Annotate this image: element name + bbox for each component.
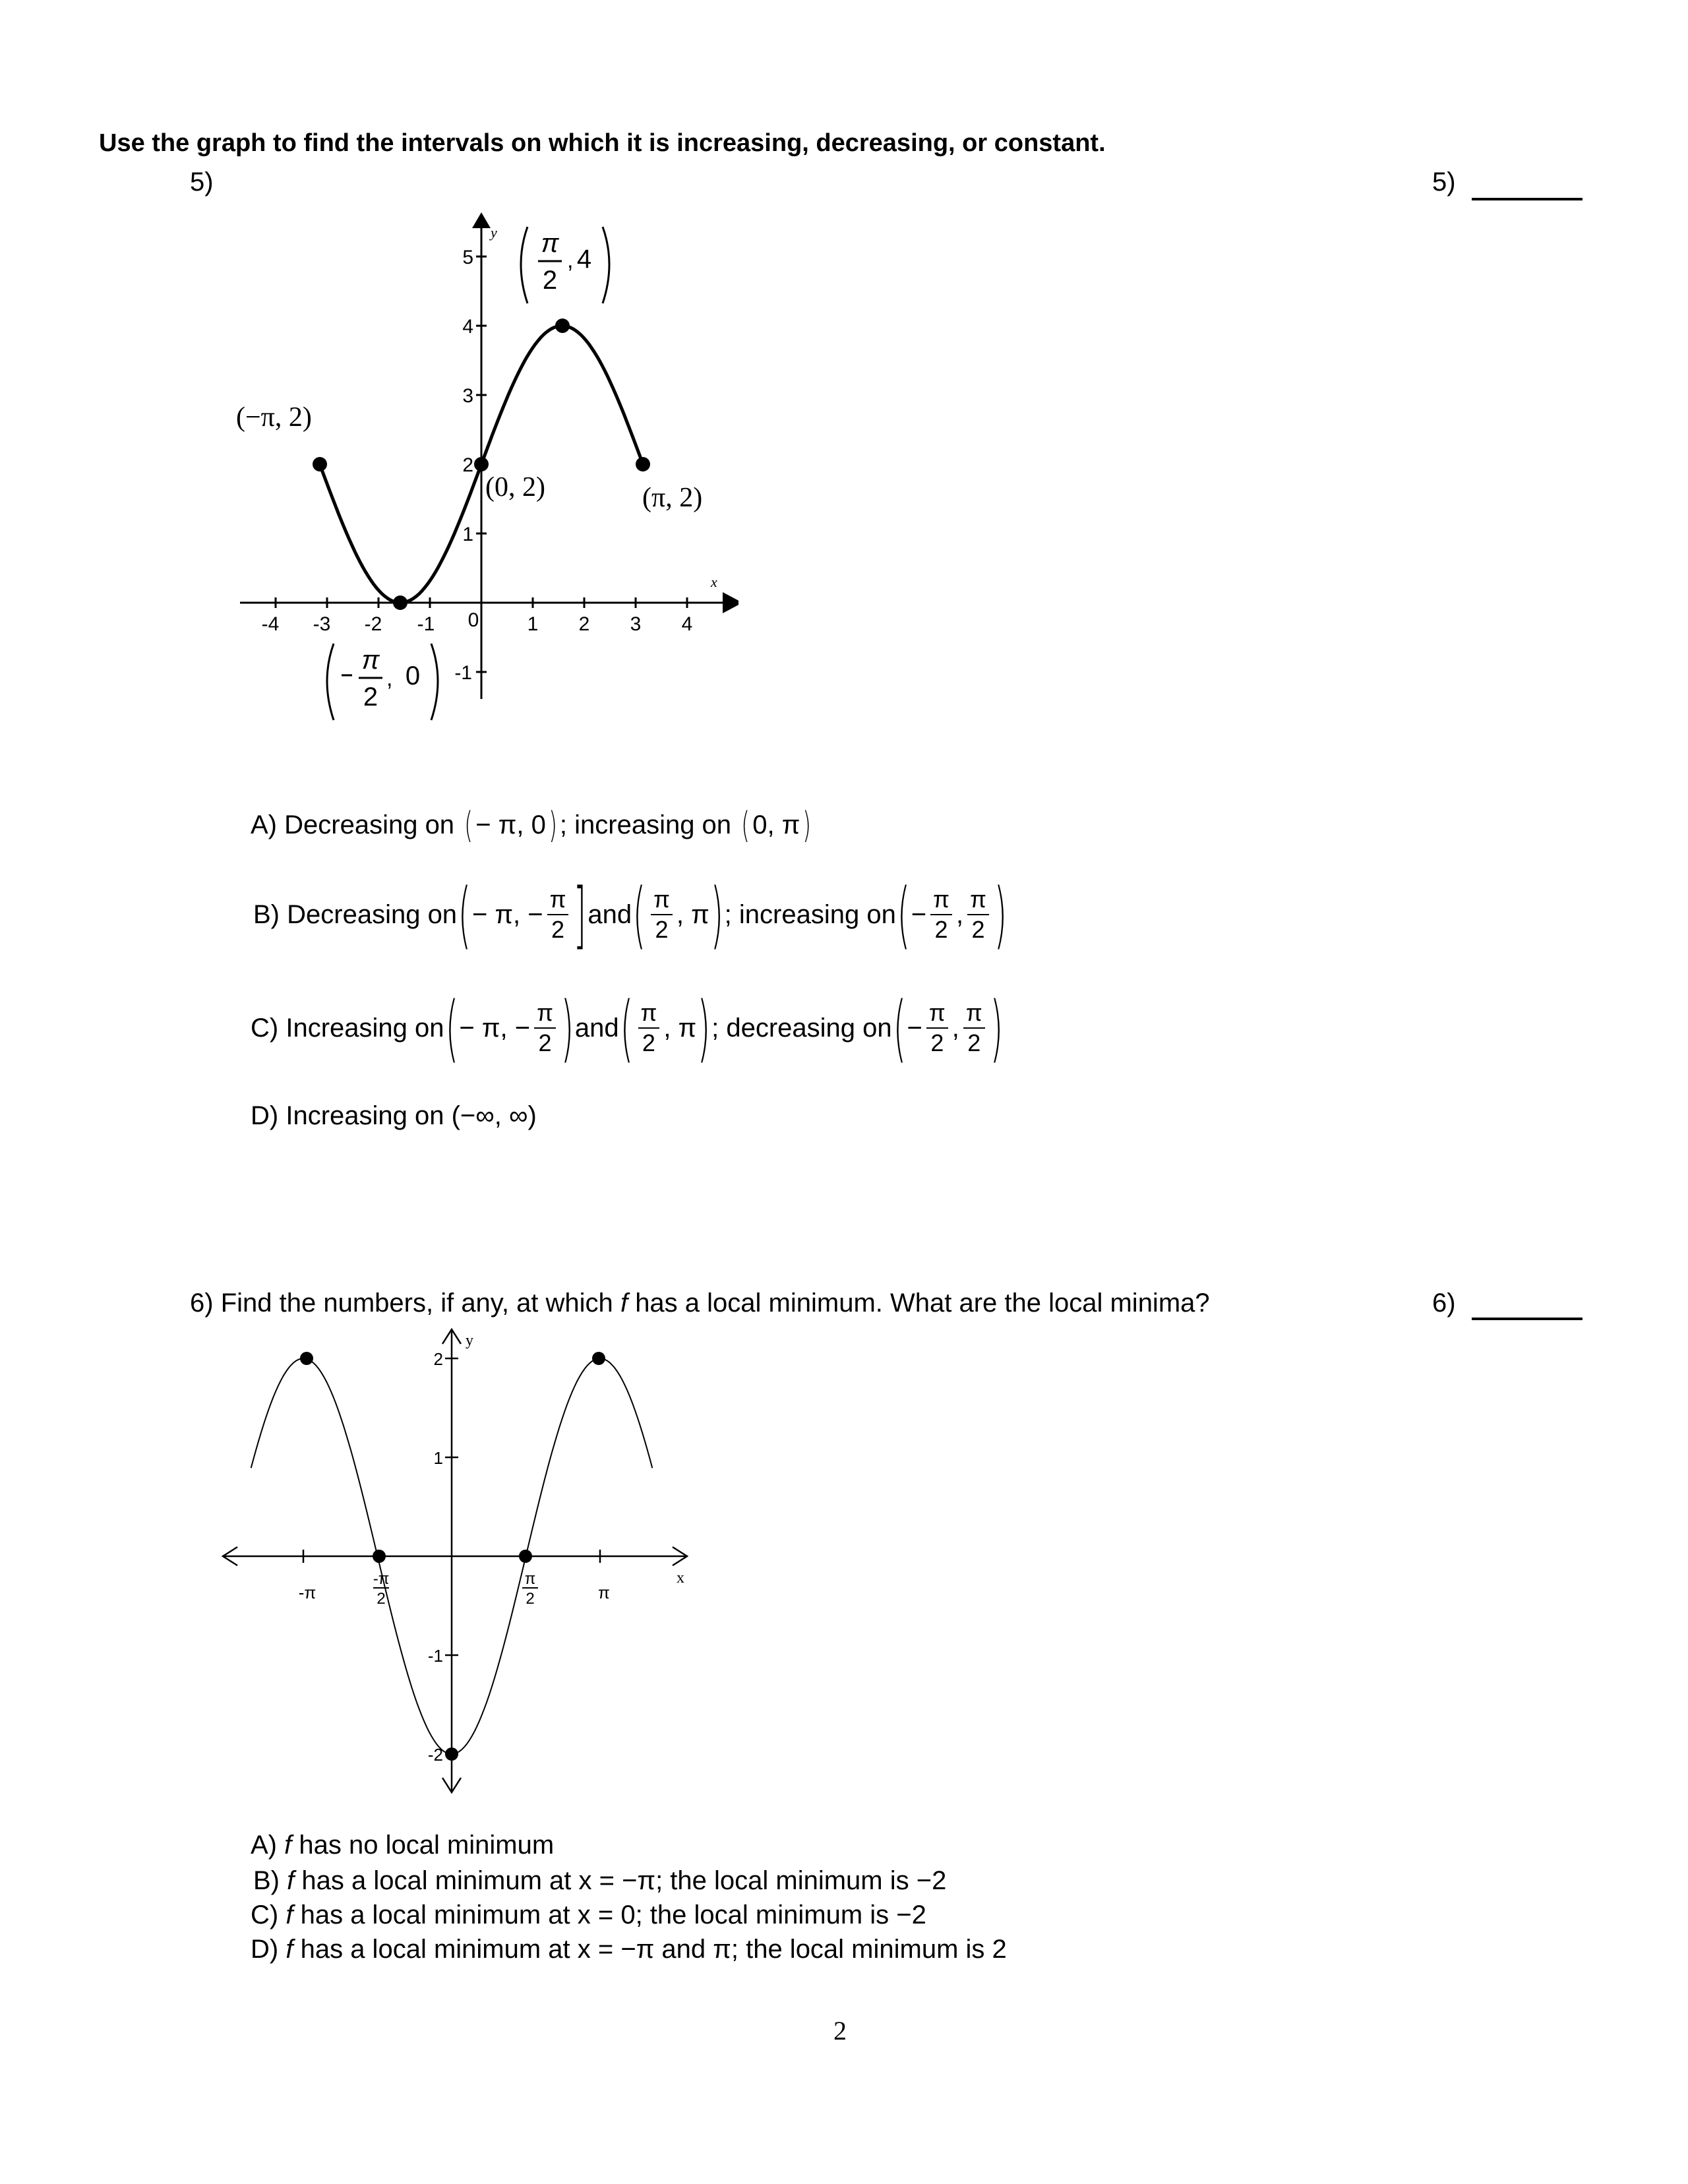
q5-xtick-0: 0: [467, 609, 479, 631]
q5-choice-b-frac1: $\frac{\pi}{2}$: [547, 888, 569, 942]
q5-ytick-4: 4: [462, 316, 473, 338]
q5-point-neg-pi: [313, 457, 327, 471]
q5-choice-a-interval1: − π, 0: [475, 810, 546, 839]
q5-choice-b-and: and: [588, 899, 632, 929]
q5-choice-c-text2: ; decreasing on: [711, 1013, 892, 1043]
q5-choice-b-comma: ,: [955, 899, 964, 929]
q6-choice-d-text: has a local minimum at x = −π and π; the local minimum is 2: [300, 1935, 1007, 1964]
q6-ytick-neg1: -1: [427, 1646, 443, 1666]
q5-ytick-3: 3: [462, 385, 473, 407]
q5-choice-c-frac2: $\frac{\pi}{2}$: [638, 1001, 660, 1055]
q5-answer-label: 5): [1432, 167, 1456, 197]
q6-choice-d-f: f: [286, 1935, 293, 1964]
q6-point-max-left: [300, 1352, 313, 1365]
q6-xtick-neg-half-den: 2: [377, 1590, 386, 1608]
q5-choice-b-int1-pre: − π, −: [471, 899, 543, 929]
q5-xtick-2: 2: [578, 613, 590, 635]
q6-point-zero-right: [519, 1550, 532, 1563]
q5-ytick-5: 5: [462, 247, 473, 268]
q5-choice-c-and: and: [574, 1013, 619, 1043]
q6-choice-c[interactable]: [251, 1900, 926, 1930]
q5-choice-b-text2: ; increasing on: [724, 899, 896, 929]
q5-choice-c-frac1: $\frac{\pi}{2}$: [534, 1001, 556, 1055]
q5-label-min-val: 0: [405, 661, 421, 690]
q6-answer-label: 6): [1432, 1289, 1456, 1318]
q6-choice-b[interactable]: [253, 1866, 946, 1896]
q5-label-max-val: 4: [576, 245, 592, 274]
q5-choice-c-letter: C): [251, 1013, 279, 1043]
q5-choice-c-minus: −: [907, 1013, 922, 1043]
q6-graph: [211, 1325, 699, 1800]
q6-question-post: has a local minimum. What are the local minima?: [635, 1289, 1210, 1318]
q5-xtick-3: 3: [630, 613, 642, 635]
q5-choice-a-text1: Decreasing on: [284, 810, 455, 839]
q5-y-label: y: [491, 224, 497, 241]
q5-choice-c[interactable]: C) Increasing on ( − π, − $\frac{\pi}{2}$ ) and ( $\frac{\pi}{2}$ , π ) ; decreasing on ( − $\frac{\pi}{2}$ , $\frac{\pi}{2}$ ): [251, 986, 1003, 1070]
q6-choice-a-letter: A): [251, 1831, 277, 1860]
q5-label-max-num: π: [541, 229, 559, 258]
q5-point-pi: [636, 457, 650, 471]
q5-xtick-neg1: -1: [417, 613, 435, 635]
q5-x-label: x: [711, 574, 717, 590]
q5-graph: [224, 211, 738, 739]
q5-choice-b-frac4: $\frac{\pi}{2}$: [967, 888, 989, 942]
q6-xtick-neg-pi: -π: [298, 1583, 316, 1602]
q5-ytick-2: 2: [462, 454, 473, 476]
q5-xtick-neg3: -3: [313, 613, 331, 635]
q5-choice-c-int2-post: , π: [663, 1013, 697, 1043]
q6-question-pre: Find the numbers, if any, at which: [220, 1289, 613, 1318]
q6-answer-blank[interactable]: [1472, 1318, 1582, 1320]
q6-point-zero-left: [373, 1550, 386, 1563]
q6-choice-d-letter: D): [251, 1935, 279, 1964]
q5-xtick-4: 4: [681, 613, 693, 635]
svg-text:,: ,: [386, 666, 393, 691]
q5-choice-b[interactable]: B) Decreasing on ( − π, − $\frac{\pi}{2}$ ] and ( $\frac{\pi}{2}$ , π ) ; increasing on ( − $\frac{\pi}{2}$ , $\frac{\pi}{2}$ ): [253, 872, 1008, 957]
q5-label-min-den: 2: [363, 682, 378, 712]
q6-choice-b-f: f: [287, 1866, 295, 1895]
q5-choice-d-text: Increasing on (−∞, ∞): [286, 1101, 537, 1130]
q5-point-min: [393, 595, 407, 610]
q5-point-origin: [474, 457, 489, 471]
q6-xtick-pi: π: [598, 1583, 610, 1602]
q5-choice-b-frac2: $\frac{\pi}{2}$: [651, 888, 673, 942]
q6-choice-d[interactable]: [251, 1935, 1007, 1964]
q6-xtick-half-den: 2: [526, 1590, 535, 1608]
q5-choice-a-text2: ; increasing on: [559, 810, 732, 839]
q5-answer-blank[interactable]: [1472, 198, 1582, 200]
q5-choice-c-int1-pre: − π, −: [459, 1013, 531, 1043]
q5-choice-c-comma: ,: [951, 1013, 959, 1043]
q6-x-label: x: [677, 1569, 684, 1587]
q5-choice-c-text1: Increasing on: [286, 1013, 444, 1043]
q5-label-left: (−π, 2): [236, 402, 312, 433]
q6-question: [190, 1289, 1210, 1318]
instruction-text: Use the graph to find the intervals on which it is increasing, decreasing, or constant.: [99, 129, 1106, 157]
q6-choice-a[interactable]: [251, 1831, 554, 1860]
q5-label-right: (π, 2): [642, 483, 703, 513]
q5-choice-c-frac3: $\frac{\pi}{2}$: [926, 1001, 948, 1055]
q5-xtick-neg2: -2: [364, 613, 382, 635]
q5-xtick-neg4: -4: [261, 613, 280, 635]
q6-point-max-right: [592, 1352, 605, 1365]
q5-y-arrow: [472, 212, 491, 228]
q5-choice-a-interval2: 0, π: [752, 810, 800, 839]
q5-x-arrow: [723, 592, 738, 613]
q6-choice-a-text: has no local minimum: [299, 1831, 555, 1860]
q6-ytick-2: 2: [433, 1349, 443, 1369]
q6-y-label: y: [466, 1332, 473, 1349]
q6-f: f: [620, 1289, 628, 1318]
q6-xtick-half-num: π: [524, 1570, 536, 1588]
q5-ytick-1: 1: [462, 524, 473, 545]
q6-choice-c-f: f: [286, 1900, 293, 1929]
q5-choice-b-frac3: $\frac{\pi}{2}$: [930, 888, 952, 942]
q5-label-max: [521, 227, 609, 303]
q5-xtick-1: 1: [527, 613, 539, 635]
q5-label-origin: (0, 2): [485, 472, 545, 502]
q5-label-min-num: π: [361, 646, 380, 675]
q5-choice-d-letter: D): [251, 1101, 279, 1130]
q6-point-min: [445, 1747, 458, 1761]
q5-point-max: [555, 318, 570, 333]
q5-choice-a-letter: A): [251, 810, 277, 839]
q6-ytick-neg2: -2: [427, 1745, 443, 1765]
svg-text:,: ,: [567, 248, 574, 273]
q6-ytick-1: 1: [433, 1448, 443, 1468]
q6-choice-b-letter: B): [253, 1866, 280, 1895]
q5-choice-c-frac4: $\frac{\pi}{2}$: [963, 1001, 985, 1055]
q5-label-min: [327, 644, 438, 720]
page-number: 2: [833, 2016, 847, 2046]
q6-choice-c-letter: C): [251, 1900, 279, 1929]
q5-choice-b-text1: Decreasing on: [287, 899, 458, 929]
q5-ytick-neg1: -1: [454, 662, 472, 684]
q6-choice-c-text: has a local minimum at x = 0; the local minimum is −2: [300, 1900, 926, 1929]
q6-choice-b-text: has a local minimum at x = −π; the local minimum is −2: [301, 1866, 947, 1895]
q6-choice-a-f: f: [284, 1831, 292, 1860]
q5-label-max-den: 2: [542, 266, 558, 295]
q5-choice-a[interactable]: A) Decreasing on ( − π, 0 ) ; increasing on ( 0, π ): [251, 804, 812, 846]
q5-choice-d[interactable]: [251, 1101, 537, 1131]
q6-number: 6): [190, 1289, 214, 1318]
q5-choice-b-int2-post: , π: [676, 899, 709, 929]
q5-choice-b-minus: −: [911, 899, 927, 929]
q5-number: 5): [190, 167, 214, 197]
q6-xtick-neg-half-num: -π: [373, 1570, 390, 1588]
q5-choice-b-letter: B): [253, 899, 280, 929]
